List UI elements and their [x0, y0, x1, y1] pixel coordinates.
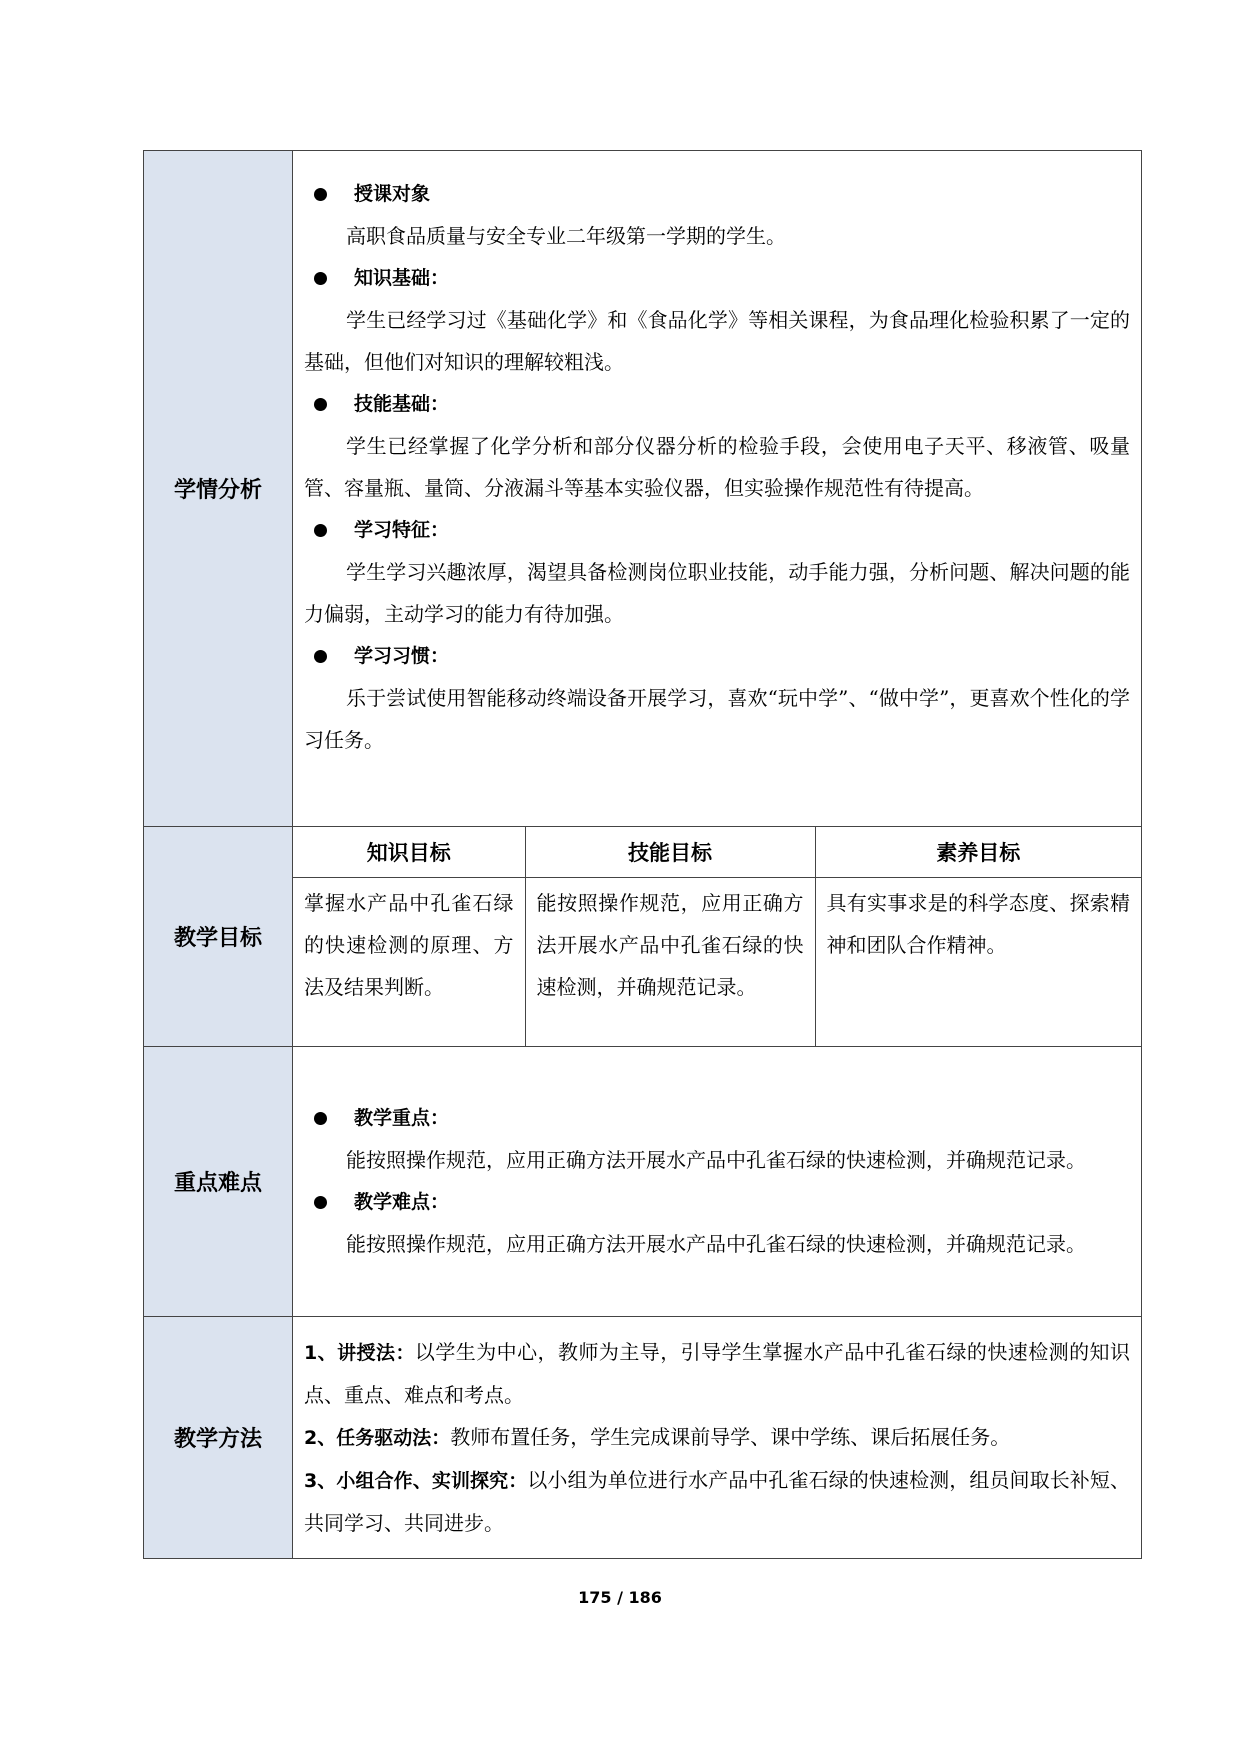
section-text: 能按照操作规范，应用正确方法开展水产品中孔雀石绿的快速检测，并确规范记录。	[346, 1148, 1086, 1172]
skill-goal-text: 能按照操作规范，应用正确方法开展水产品中孔雀石绿的快速检测，并确规范记录。	[536, 891, 804, 999]
bullet-icon	[314, 1196, 327, 1209]
method-text: 以小组为单位进行水产品中孔雀石绿的快速检测，组员间取长补短、共同学习、共同进步。	[304, 1467, 1130, 1535]
method-item	[304, 1416, 1130, 1459]
goals-body-row	[293, 878, 1141, 1046]
section-title: 学习习惯：	[354, 645, 450, 667]
bullet-item	[304, 509, 1130, 551]
bullet-item	[304, 173, 1130, 215]
section-title: 授课对象	[354, 183, 431, 205]
method-item	[304, 1459, 1130, 1544]
keypoints-header: 重点难点	[144, 1046, 293, 1316]
section-text: 乐于尝试使用智能移动终端设备开展学习，喜欢“玩中学”、“做中学”，更喜欢个性化的学习任务。	[304, 686, 1130, 752]
bullet-icon	[314, 188, 327, 201]
section-title: 教学重点：	[354, 1107, 450, 1129]
bullet-icon	[314, 1112, 327, 1125]
bullet-icon	[314, 398, 327, 411]
analysis-content	[293, 151, 1142, 827]
bullet-icon	[314, 524, 327, 537]
methods-row	[144, 1316, 1142, 1558]
method-item	[304, 1331, 1130, 1416]
section-text: 高职食品质量与安全专业二年级第一学期的学生。	[346, 224, 786, 248]
goals-row	[144, 827, 1142, 1047]
column-literacy: 素养目标	[815, 827, 1141, 878]
analysis-header: 学情分析	[144, 151, 293, 827]
goals-table	[293, 827, 1141, 1046]
page-number: 175 / 186	[578, 1588, 662, 1607]
section-title: 教学难点：	[354, 1191, 450, 1213]
knowledge-goal-text: 掌握水产品中孔雀石绿的快速检测的原理、方法及结果判断。	[304, 891, 514, 999]
goals-header-row	[293, 827, 1141, 878]
keypoints-content	[293, 1046, 1142, 1316]
method-label: 1、讲授法：	[304, 1341, 415, 1364]
bullet-item	[304, 635, 1130, 677]
knowledge-goal	[293, 878, 525, 1046]
goals-header: 教学目标	[144, 827, 293, 1047]
method-text: 教师布置任务，学生完成课前导学、课中学练、课后拓展任务。	[450, 1424, 1011, 1449]
bullet-item	[304, 1181, 1130, 1223]
bullet-icon	[314, 272, 327, 285]
section-title: 技能基础：	[354, 393, 450, 415]
bullet-item	[304, 1097, 1130, 1139]
literacy-goal-text: 具有实事求是的科学态度、探索精神和团队合作精神。	[826, 891, 1130, 957]
section-title: 学习特征：	[354, 519, 450, 541]
column-skill: 技能目标	[525, 827, 815, 878]
section-text: 学生已经学习过《基础化学》和《食品化学》等相关课程，为食品理化检验积累了一定的基础，但他们对知识的理解较粗浅。	[304, 308, 1130, 374]
literacy-goal	[815, 878, 1141, 1046]
bullet-item	[304, 257, 1130, 299]
section-text: 学生学习兴趣浓厚，渴望具备检测岗位职业技能，动手能力强，分析问题、解决问题的能力偏弱，主动学习的能力有待加强。	[304, 560, 1130, 626]
section-text: 能按照操作规范，应用正确方法开展水产品中孔雀石绿的快速检测，并确规范记录。	[346, 1232, 1086, 1256]
analysis-row	[144, 151, 1142, 827]
bullet-item	[304, 383, 1130, 425]
keypoints-row	[144, 1046, 1142, 1316]
method-label: 3、小组合作、实训探究：	[304, 1469, 528, 1492]
methods-header: 教学方法	[144, 1316, 293, 1558]
skill-goal	[525, 878, 815, 1046]
bullet-icon	[314, 650, 327, 663]
method-text: 以学生为中心，教师为主导，引导学生掌握水产品中孔雀石绿的快速检测的知识点、重点、难点和考点。	[304, 1339, 1130, 1407]
goals-content	[293, 827, 1142, 1047]
column-knowledge: 知识目标	[293, 827, 525, 878]
methods-content	[293, 1316, 1142, 1558]
method-label: 2、任务驱动法：	[304, 1426, 451, 1449]
lesson-plan-table	[143, 150, 1142, 1559]
section-title: 知识基础：	[354, 267, 450, 289]
section-text: 学生已经掌握了化学分析和部分仪器分析的检验手段，会使用电子天平、移液管、吸量管、容量瓶、量筒、分液漏斗等基本实验仪器，但实验操作规范性有待提高。	[304, 434, 1130, 500]
